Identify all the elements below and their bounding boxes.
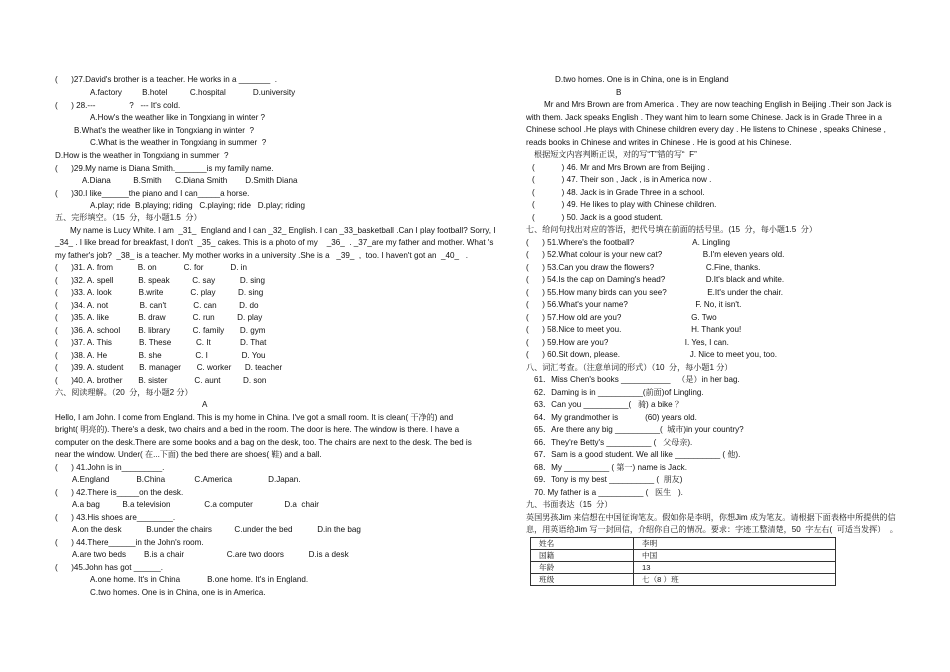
text-line: ( ) 50. Jack is a good student. <box>532 213 663 222</box>
text-line: ( )29.My name is Diana Smith._______is my family name. <box>55 164 274 173</box>
table-cell: 七（8 ）班 <box>634 574 836 586</box>
text-line: ( ) 53.Can you draw the flowers? C.Fine, thanks. <box>526 263 761 272</box>
text-line: Hello, I am John. I come from England. This is my home in China. I've got a small room. It is clean( 干净的) and <box>55 413 454 422</box>
table-cell: 李明 <box>634 538 836 550</box>
text-line: 62．Daming is in __________(前面)of Lingling. <box>534 388 704 397</box>
text-line: A.play; ride B.playing; riding C.playing; ride D.play; riding <box>90 201 306 210</box>
text-line: 七、给问句找出对应的答语，把代号填在前面的括号里。(15 分，每小题1.5 分） <box>526 225 817 234</box>
table-cell: 姓名 <box>531 538 634 550</box>
table-cell: 中国 <box>634 550 836 562</box>
text-line: ( ) 46. Mr and Mrs Brown are from Beijing . <box>532 163 710 172</box>
text-line: ( )35. A. like B. draw C. run D. play <box>55 313 263 322</box>
text-line: ( ) 43.His shoes are________. <box>55 513 176 522</box>
text-line: ( )30.I like______the piano and I can_____a horse. <box>55 189 250 198</box>
text-line: 70. My father is a __________ ( 医生 ). <box>534 488 683 497</box>
text-line: ( )37. A. This B. These C. It D. That <box>55 338 267 347</box>
table-row <box>531 550 836 562</box>
text-line: 九、书面表达（15 分） <box>526 500 613 509</box>
text-line: 67．Sam is a good student. We all like __________ ( 他). <box>534 450 741 459</box>
text-line: ( ) 56.What's your name? F. No, it isn't. <box>526 300 742 309</box>
text-line: bright( 明亮的). There's a desk, two chairs and a bed in the room. The door is here. The window is there. I have a <box>55 425 460 434</box>
text-line: ( ) 54.Is the cap on Daming's head? D.It's black and white. <box>526 275 785 284</box>
text-line: ( ) 52.What colour is your new cat? B.I'm eleven years old. <box>526 250 785 259</box>
text-line: A.on the desk B.under the chairs C.under the bed D.in the bag <box>72 525 361 534</box>
text-line: A.How's the weather like in Tongxiang in winter ? <box>90 113 266 122</box>
table-row <box>531 574 836 586</box>
text-line: ( ) 57.How old are you? G. Two <box>526 313 717 322</box>
text-line: D.How is the weather in Tongxiang in summer ? <box>55 151 229 160</box>
text-line: 六、阅读理解。（20 分，每小题2 分） <box>55 388 193 397</box>
text-line: ( )31. A. from B. on C. for D. in <box>55 263 248 272</box>
text-line: computer on the desk.There are some books and a bag on the desk, too. The chairs are next to the desk. The bed is <box>55 438 472 447</box>
text-line: ( )27.David's brother is a teacher. He works in a _______ . <box>55 75 277 84</box>
table-cell: 国籍 <box>531 550 634 562</box>
text-line: 61．Miss Chen's books ___________ （是）in her bag. <box>534 375 740 384</box>
text-line: ( )40. A. brother B. sister C. aunt D. son <box>55 376 267 385</box>
student-info-table <box>530 537 836 586</box>
text-line: ( )45.John has got ______. <box>55 563 163 572</box>
text-line: ( )39. A. student B. manager C. worker D. teacher <box>55 363 283 372</box>
text-line: ( ) 55.How many birds can you see? E.It's under the chair. <box>526 288 784 297</box>
text-line: ( ) 48. Jack is in Grade Three in a school. <box>532 188 705 197</box>
text-line: ( ) 59.How are you? I. Yes, I can. <box>526 338 729 347</box>
text-line: 65．Are there any big __________( 城市)in your country? <box>534 425 744 434</box>
text-line: ( )34. A. not B. can't C. can D. do <box>55 301 259 310</box>
text-line: ( )33. A. look B.write C. play D. sing <box>55 288 264 297</box>
text-line: Mr and Mrs Brown are from America . They are now teaching English in Beijing .Their son Jack is <box>544 100 892 109</box>
text-line: My name is Lucy White. I am _31_ England and I can _32_ English. I can _33_basketball .Can I play football? Sorry, I <box>70 226 496 235</box>
table-cell: 13 <box>634 562 836 574</box>
text-line: ( ) 44.There______in the John's room. <box>55 538 204 547</box>
text-line: ( ) 28.--- ? --- It's cold. <box>55 101 181 110</box>
text-line: Chinese school .He plays with Chinese children every day . He listens to Chinese , speaks Chinese , <box>526 125 886 134</box>
text-line: 根据短文内容判断正误，对的写“T”错的写“ F” <box>534 150 697 159</box>
text-line: ( )38. A. He B. she C. I D. You <box>55 351 266 360</box>
text-line: 66．They're Betty's __________ ( 父母亲). <box>534 438 693 447</box>
text-line: ( ) 51.Where's the football? A. Lingling <box>526 238 730 247</box>
text-line: ( ) 60.Sit down, please. J. Nice to meet you, too. <box>526 350 778 359</box>
text-line: A.one home. It's in China B.one home. It's in England. <box>90 575 309 584</box>
text-line: my father's job? _38_ is a teacher. My mother works in a university .She is a _39_ , too. I haven't got an _40_ . <box>55 251 468 260</box>
table-cell: 年龄 <box>531 562 634 574</box>
text-line: A.are two beds B.is a chair C.are two doors D.is a desk <box>72 550 349 559</box>
text-line: 八、词汇考查。（注意单词的形式）（10 分，每小题1 分） <box>526 363 733 372</box>
text-line: _34_ . I like bread for breakfast, I don't _35_ cakes. This is a photo of my _36_ . _37_are my father and mother. What 's <box>55 238 494 247</box>
text-line: A.a bag B.a television C.a computer D.a chair <box>72 500 319 509</box>
text-line: 英国男孩Jim 来信想在中国征询笔友。假如你是李明，你想Jim 成为笔友。请根据下面表格中所提供的信 <box>526 513 896 522</box>
table-row <box>531 562 836 574</box>
text-line: ( ) 58.Nice to meet you. H. Thank you! <box>526 325 742 334</box>
text-line: D.two homes. One is in China, one is in England <box>555 75 729 84</box>
text-line: B <box>616 88 622 97</box>
text-line: 69．Tony is my best __________ ( 朋友) <box>534 475 683 484</box>
text-line: C.two homes. One is in China, one is in America. <box>90 588 266 597</box>
text-line: with them. Jack speaks English . They want him to learn some Chinese. Jack is in Grade Three in a <box>526 113 882 122</box>
text-line: reads books in Chinese and writes in Chinese . He is good at his Chinese. <box>526 138 792 147</box>
text-line: ( ) 42.There is_____on the desk. <box>55 488 184 497</box>
text-line: 68．My __________ ( 第一) name is Jack. <box>534 463 687 472</box>
text-line: C.What is the weather in Tongxiang in summer ? <box>90 138 267 147</box>
text-line: A.Diana B.Smith C.Diana Smith D.Smith Diana <box>82 176 298 185</box>
text-line: 64．My grandmother is (60) years old. <box>534 413 697 422</box>
text-line: B.What's the weather like in Tongxiang in winter ? <box>74 126 255 135</box>
text-line: ( ) 47. Their son , Jack , is in America now . <box>532 175 712 184</box>
text-line: ( ) 49. He likes to play with Chinese children. <box>532 200 717 209</box>
text-line: 63．Can you __________( 骑) a bike ？ <box>534 400 683 409</box>
text-line: A.England B.China C.America D.Japan. <box>72 475 301 484</box>
text-line: ( )32. A. spell B. speak C. say D. sing <box>55 276 266 285</box>
text-line: A.factory B.hotel C.hospital D.university <box>90 88 296 97</box>
table-cell: 班级 <box>531 574 634 586</box>
table-row <box>531 538 836 550</box>
text-line: ( ) 41.John is in_________. <box>55 463 165 472</box>
text-line: 息，用英语给Jim 写一封回信，介绍你自己的情况。要求：字迹工整清楚，50 字左右( 可适当发挥） 。 <box>526 525 898 534</box>
text-line: A <box>202 400 208 409</box>
text-line: 五、完形填空。（15 分，每小题1.5 分） <box>55 213 202 222</box>
text-line: ( )36. A. school B. library C. family D. gym <box>55 326 266 335</box>
text-line: near the window. Under( 在...下面) the bed there are shoes( 鞋) and a ball. <box>55 450 322 459</box>
